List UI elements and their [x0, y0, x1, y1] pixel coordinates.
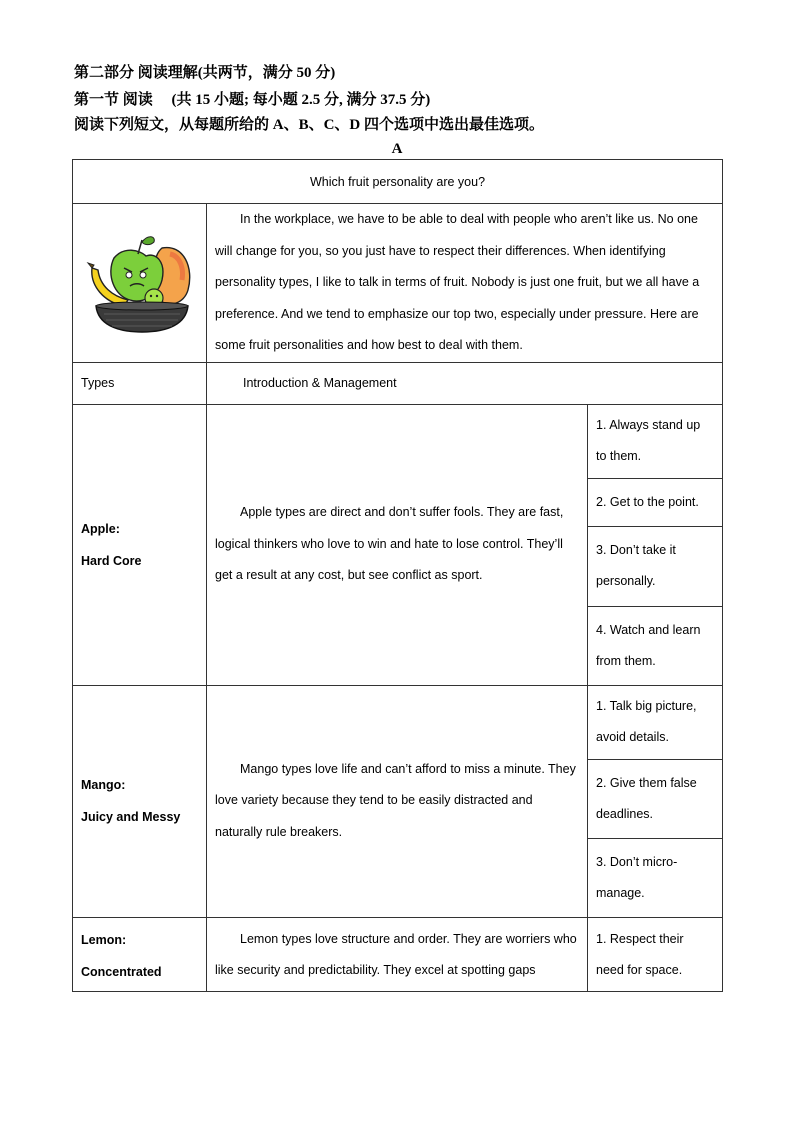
intro-paragraph: In the workplace, we have to be able to deal with people who aren’t like us. No one will change for you, so you just have to respect their differences. When identifying personality types, I like to talk in terms of fruit. Nobody is just one fruit, but we all have a preference. And we tend to emphasize our top two, especially under pressure. Here are some fruit personalities and how best to deal with them. [207, 204, 723, 363]
tip-item: 3. Don’t take it personally. [588, 526, 723, 606]
tip-item: 3. Don’t micro-manage. [588, 838, 723, 917]
type-description: Lemon types love structure and order. They are worriers who like security and predictability. They excel at spotting gaps [207, 917, 588, 991]
table-row [73, 685, 723, 759]
section-heading: 第一节 阅读 (共 15 小题; 每小题 2.5 分, 满分 37.5 分) [74, 92, 431, 108]
type-subname: Concentrated [81, 964, 162, 979]
type-cell-lemon [73, 917, 207, 991]
fruit-bowl-cell [73, 204, 207, 363]
type-cell-apple [73, 404, 207, 685]
tip-item: 1. Always stand up to them. [588, 404, 723, 478]
tip-item: 4. Watch and learn from them. [588, 606, 723, 685]
type-name: Apple: [81, 521, 120, 536]
header-row [73, 362, 723, 404]
type-name: Mango: [81, 778, 126, 792]
intro-header: Introduction & Management [207, 362, 723, 404]
instruction-text: 阅读下列短文，从每题所给的 A、B、C、D 四个选项中选出最佳选项。 [74, 117, 545, 133]
table-row [73, 404, 723, 478]
table-row [73, 917, 723, 991]
part-heading: 第二部分 阅读理解(共两节，满分 50 分) [74, 65, 336, 81]
table-title-row [73, 160, 723, 204]
type-cell-mango [73, 685, 207, 917]
tip-item: 2. Give them false deadlines. [588, 759, 723, 838]
fruit-bowl-icon [84, 228, 196, 334]
type-description: Apple types are direct and don’t suffer fools. They are fast, logical thinkers who love to win and hate to lose control. They’ll get a result at any cost, but see conflict as sport. [207, 404, 588, 685]
intro-row [73, 204, 723, 363]
passage-letter: A [391, 141, 403, 157]
tip-item: 2. Get to the point. [588, 478, 723, 526]
type-subname: Hard Core [81, 553, 142, 568]
tip-item: 1. Respect their need for space. [588, 917, 723, 991]
tip-item: 1. Talk big picture, avoid details. [588, 685, 723, 759]
type-subname: Juicy and Messy [81, 810, 181, 824]
table-title: Which fruit personality are you? [73, 160, 723, 204]
type-description: Mango types love life and can’t afford to miss a minute. They love variety because they tend to be easily distracted and naturally rule breakers. [207, 685, 588, 917]
type-name: Lemon: [81, 932, 127, 947]
fruit-personality-table [72, 159, 723, 992]
types-header: Types [73, 362, 207, 404]
